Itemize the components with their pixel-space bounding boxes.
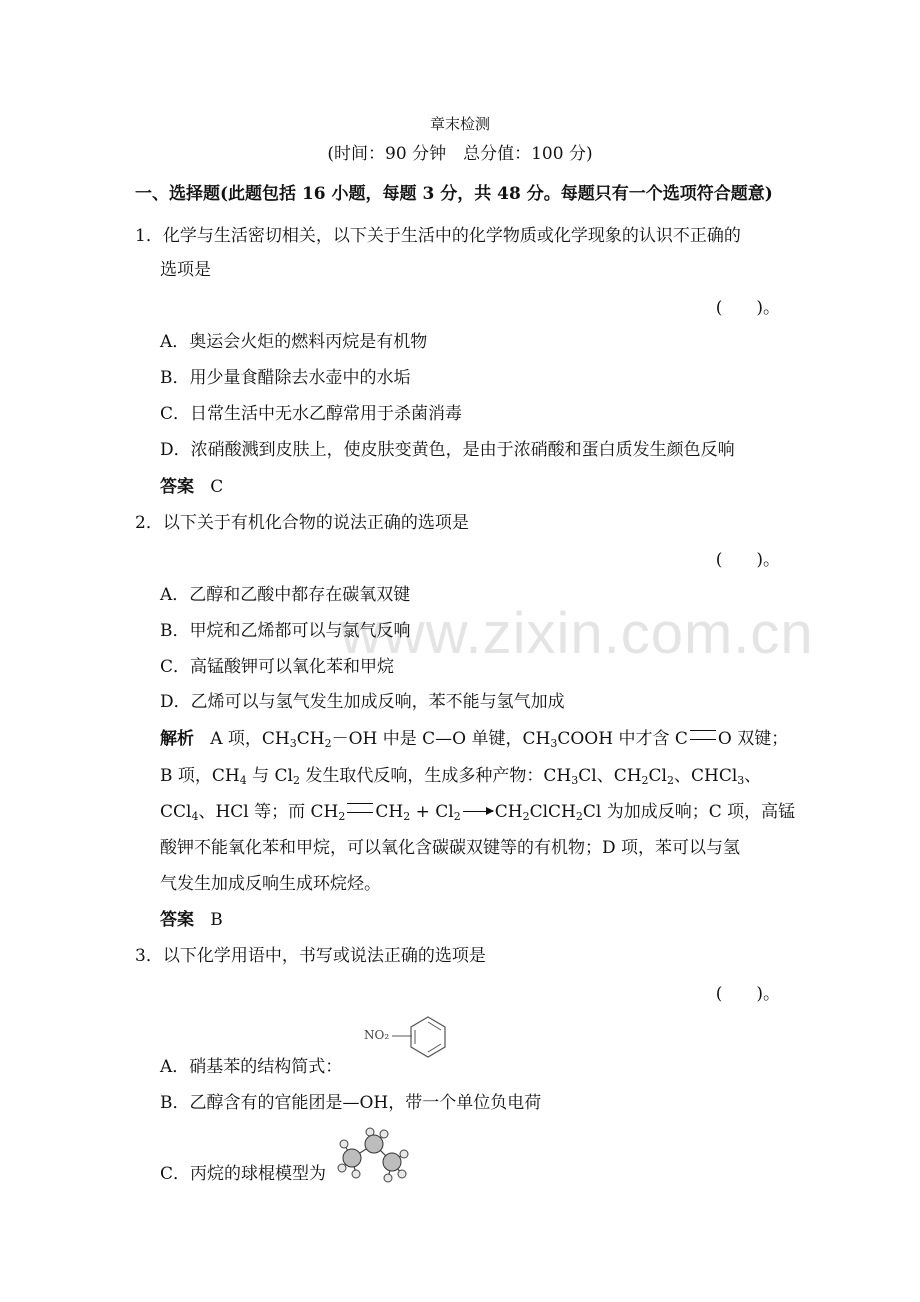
q3-option-b: B．乙醇含有的官能团是—OH，带一个单位负电荷 bbox=[160, 1093, 542, 1113]
q2-answer-label: 答案 bbox=[160, 910, 194, 930]
q1-answer-value: C bbox=[210, 477, 224, 497]
q2-option-b: B．甲烷和乙烯都可以与氯气反响 bbox=[160, 621, 411, 641]
q3-option-a: A．硝基苯的结构简式： bbox=[160, 1057, 343, 1077]
q2-analysis-line1: 解析 A 项，$CH_3CH_2-OH$ 中是 C—O 单键，$CH_3COOH$ 中才含 C O 双键； bbox=[160, 729, 789, 750]
q1-option-c: C．日常生活中无水乙醇常用于杀菌消毒 bbox=[160, 404, 463, 424]
q1-option-a: A．奥运会火炬的燃料丙烷是有机物 bbox=[160, 332, 428, 352]
q2-analysis-line5: 气发生加成反响生成环烷烃。 bbox=[160, 874, 381, 894]
nitrobenzene-structure-figure bbox=[360, 1010, 460, 1070]
q2-analysis-line3: CCl$_4$、HCl 等；而 $CH_2$ $CH_2 + Cl_2$ $CH_2ClCH_2Cl$ 为加成反响；C 项，高锰 bbox=[160, 802, 796, 823]
q2-answer-value: B bbox=[210, 910, 223, 930]
q2-answer-blank: ( )。 bbox=[715, 550, 780, 570]
q1-answer-label: 答案 bbox=[160, 477, 194, 497]
q2-analysis-label: 解析 bbox=[160, 729, 194, 749]
q1-stem-line2: 选项是 bbox=[160, 260, 211, 280]
q2-option-a: A．乙醇和乙酸中都存在碳氧双键 bbox=[160, 585, 411, 605]
q2-analysis-line2: B 项，$CH_4$ 与 $Cl_2$ 发生取代反响，生成多种产物：$CH_3Cl$、$CH_2Cl_2$、CHCl$_3$、 bbox=[160, 766, 762, 787]
q3-answer-blank: ( )。 bbox=[715, 984, 780, 1004]
q3-stem: 3．以下化学用语中，书写或说法正确的选项是 bbox=[135, 946, 486, 966]
propane-ball-stick-model bbox=[336, 1126, 416, 1186]
q3-option-c: C．丙烷的球棍模型为 bbox=[160, 1164, 327, 1184]
q2-answer bbox=[160, 910, 223, 930]
nitro-group-label: NO₂ bbox=[364, 1028, 390, 1042]
q2-analysis-line4: 酸钾不能氧化苯和甲烷，可以氧化含碳碳双键等的有机物；D 项，苯可以与氢 bbox=[160, 838, 741, 858]
section-heading: 一、选择题(此题包括 16 小题，每题 3 分，共 48 分。每题只有一个选项符合题意) bbox=[135, 184, 773, 204]
q1-stem-line1: 1．化学与生活密切相关，以下关于生活中的化学物质或化学现象的认识不正确的 bbox=[135, 226, 741, 246]
q1-answer-blank: ( )。 bbox=[715, 298, 780, 318]
page-subtitle: (时间：90 分钟 总分值：100 分) bbox=[327, 144, 593, 164]
q2-option-c: C．高锰酸钾可以氧化苯和甲烷 bbox=[160, 657, 395, 677]
q2-stem: 2．以下关于有机化合物的说法正确的选项是 bbox=[135, 513, 469, 533]
q1-answer bbox=[160, 477, 223, 497]
q2-option-d: D．乙烯可以与氢气发生加成反响，苯不能与氢气加成 bbox=[160, 692, 565, 712]
q1-option-d: D．浓硝酸溅到皮肤上，使皮肤变黄色，是由于浓硝酸和蛋白质发生颜色反响 bbox=[160, 440, 735, 460]
q1-option-b: B．用少量食醋除去水壶中的水垢 bbox=[160, 368, 411, 388]
watermark: www.zixin.com.cn bbox=[340, 601, 814, 666]
benzene-ring-drawing bbox=[360, 1010, 460, 1070]
page-title: 章末检测 bbox=[429, 115, 490, 133]
